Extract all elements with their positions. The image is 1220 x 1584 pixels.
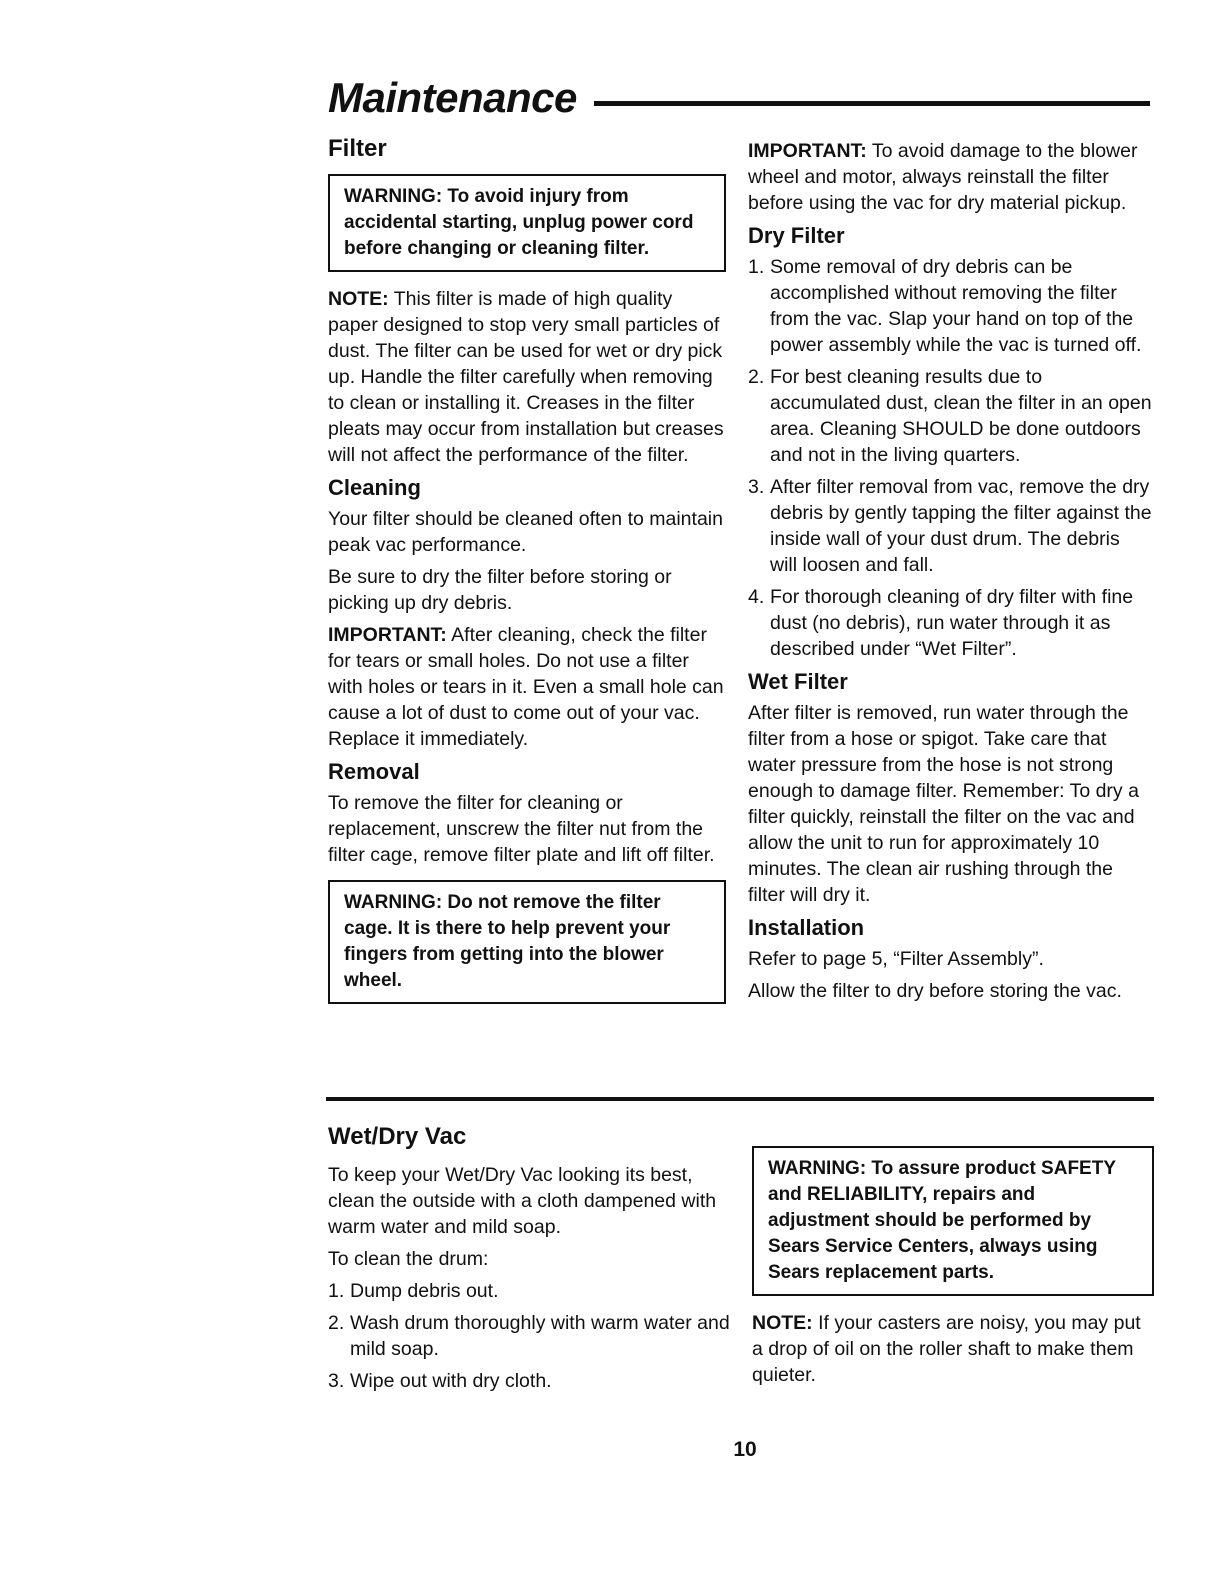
note-text: If your casters are noisy, you may put a drop of oil on the roller shaft to make them quieter.: [752, 1312, 1141, 1386]
cleaning-para-1: Your filter should be cleaned often to maintain peak vac performance.: [328, 508, 723, 556]
left-column: [328, 134, 726, 1018]
list-item: [328, 1278, 732, 1304]
filter-warning-box: WARNING: To avoid injury from accidental starting, unplug power cord before changing or cleaning filter.: [328, 174, 726, 272]
step-text: Wipe out with dry cloth.: [350, 1370, 552, 1392]
note-label: NOTE:: [752, 1312, 813, 1334]
step-number: 2.: [748, 366, 765, 388]
dry-filter-steps: [748, 254, 1152, 662]
section-divider: [326, 1097, 1154, 1101]
step-number: 1.: [748, 256, 765, 278]
step-number: 3.: [748, 476, 765, 498]
cleaning-heading: Cleaning: [328, 475, 421, 500]
wet-dry-vac-heading: Wet/Dry Vac: [328, 1123, 467, 1150]
installation-heading: Installation: [748, 915, 865, 940]
list-item: [328, 1368, 732, 1394]
installation-para-1: Refer to page 5, “Filter Assembly”.: [748, 948, 1044, 970]
step-text: After filter removal from vac, remove the dry debris by gently tapping the filter against the inside wall of your dust drum. The debris will loosen and fall.: [770, 476, 1152, 576]
drum-steps: [328, 1278, 732, 1394]
step-number: 3.: [328, 1370, 345, 1392]
cleaning-important: [328, 622, 726, 752]
list-item: [328, 1310, 732, 1362]
list-item: [748, 364, 1152, 468]
wet-filter-heading: Wet Filter: [748, 669, 848, 694]
step-number: 2.: [328, 1312, 345, 1334]
important-text: After cleaning, check the filter for tears or small holes. Do not use a filter with holes or tears in it. Even a small hole can cause a lot of dust to come out of your vac. Replace it immediately.: [328, 624, 724, 750]
title-rule: [594, 101, 1150, 106]
list-item: [748, 254, 1152, 358]
step-text: For thorough cleaning of dry filter with fine dust (no debris), run water through it as described under “Wet Filter”.: [770, 586, 1134, 660]
step-text: Wash drum thoroughly with warm water and mild soap.: [350, 1312, 730, 1360]
lower-left-column: [328, 1122, 732, 1400]
important-label: IMPORTANT:: [328, 624, 447, 646]
important-label: IMPORTANT:: [748, 140, 867, 162]
lower-right-column: [752, 1146, 1154, 1394]
step-text: Some removal of dry debris can be accomplished without removing the filter from the vac. Slap your hand on top of the power assembly while the vac is turned off.: [770, 256, 1142, 356]
list-item: [748, 474, 1152, 578]
page-number: 10: [733, 1438, 757, 1461]
step-number: 4.: [748, 586, 765, 608]
list-item: [748, 584, 1152, 662]
wet-dry-intro: To keep your Wet/Dry Vac looking its best, clean the outside with a cloth dampened with warm water and mild soap.: [328, 1164, 717, 1238]
removal-warning-box: WARNING: Do not remove the filter cage. It is there to help prevent your fingers from getting into the blower wheel.: [328, 880, 726, 1004]
important-text: To avoid damage to the blower wheel and motor, always reinstall the filter before using the vac for dry material pickup.: [748, 140, 1138, 214]
removal-heading: Removal: [328, 759, 420, 784]
filter-heading: Filter: [328, 135, 387, 162]
filter-note: [328, 286, 726, 468]
step-number: 1.: [328, 1280, 345, 1302]
step-text: For best cleaning results due to accumulated dust, clean the filter in an open area. Cleaning SHOULD be done outdoors and not in the living quarters.: [770, 366, 1152, 466]
service-warning-box: WARNING: To assure product SAFETY and RELIABILITY, repairs and adjustment should be performed by Sears Service Centers, always using Sears replacement parts.: [752, 1146, 1154, 1296]
note-text: This filter is made of high quality paper designed to stop very small particles of dust. The filter can be used for wet or dry pick up. Handle the filter carefully when removing to clean or installing it. Creases in the filter pleats may occur from installation but creases will not affect the performance of the filter.: [328, 288, 724, 466]
casters-note: [752, 1310, 1154, 1388]
right-column: [748, 138, 1152, 1010]
step-text: Dump debris out.: [350, 1280, 499, 1302]
dry-filter-heading: Dry Filter: [748, 223, 845, 248]
page-title: Maintenance: [328, 74, 577, 121]
wet-filter-text: After filter is removed, run water through the filter from a hose or spigot. Take care that water pressure from the hose is not strong enough to damage filter. Remember: To dry a filter quickly, reinstall the filter on the vac and allow the unit to run for approximately 10 minutes. The clean air rushing through the filter will dry it.: [748, 702, 1139, 906]
drum-intro: To clean the drum:: [328, 1248, 489, 1270]
cleaning-para-2: Be sure to dry the filter before storing or picking up dry debris.: [328, 566, 672, 614]
removal-text: To remove the filter for cleaning or replacement, unscrew the filter nut from the filter cage, remove filter plate and lift off filter.: [328, 792, 715, 866]
note-label: NOTE:: [328, 288, 389, 310]
right-important: [748, 138, 1152, 216]
installation-para-2: Allow the filter to dry before storing the vac.: [748, 980, 1122, 1002]
